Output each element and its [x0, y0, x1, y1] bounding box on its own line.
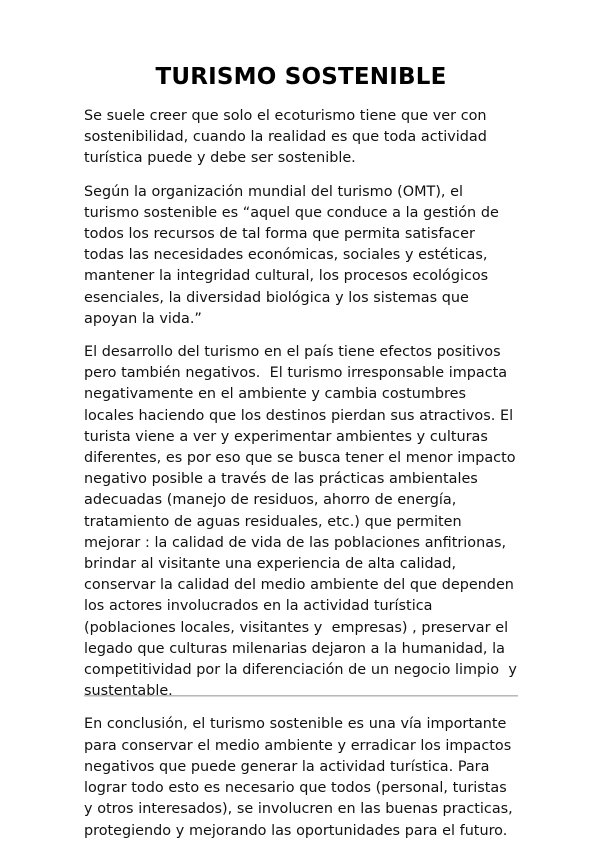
footer-divider-wrap	[84, 695, 518, 697]
horizontal-divider	[84, 695, 518, 697]
paragraph-4: En conclusión, el turismo sostenible es una vía importante para conservar el medio ambiente y erradicar los impactos negativos que puede generar la actividad turística. Para lograr todo esto es necesario que todos (personal, turistas y otros interesados), se involucren en las buenas practicas, protegiendo y mejorando las oportunidades para el futuro.	[84, 716, 518, 839]
paragraph-2: Según la organización mundial del turismo (OMT), el turismo sostenible es “aquel que conduce a la gestión de todos los recursos de tal forma que permita satisfacer todas las necesidades económicas, sociales y estéticas, mantener la integridad cultural, los procesos ecológicos esenciales, la diversidad biológica y los sistemas que apoyan la vida.”	[84, 183, 504, 327]
document-text-column	[84, 0, 522, 842]
paragraph-3: El desarrollo del turismo en el país tiene efectos positivos pero también negativos. El turismo irresponsable impacta negativamente en el ambiente y cambia costumbres locales haciendo que los destinos pierdan sus atractivos. El turista viene a ver y experimentar ambientes y culturas diferentes, es por eso que se busca tener el menor impacto negativo posible a través de las prácticas ambientales adecuadas (manejo de residuos, ahorro de energía, tratamiento de aguas residuales, etc.) que permiten mejorar : la calidad de vida de las poblaciones anfitrionas, brindar al visitante una experiencia de alta calidad, conservar la calidad del medio ambiente del que dependen los actores involucrados en la actividad turística (poblaciones locales, visitantes y empresas) , preservar el legado que culturas milenarias dejaron a la humanidad, la competitividad por la diferenciación de un negocio limpio y sustentable.	[84, 344, 522, 700]
paragraph-1: Se suele creer que solo el ecoturismo tiene que ver con sostenibilidad, cuando la realidad es que toda actividad turística puede y debe ser sostenible.	[84, 108, 492, 167]
page-title: TURISMO SOSTENIBLE	[155, 64, 447, 90]
